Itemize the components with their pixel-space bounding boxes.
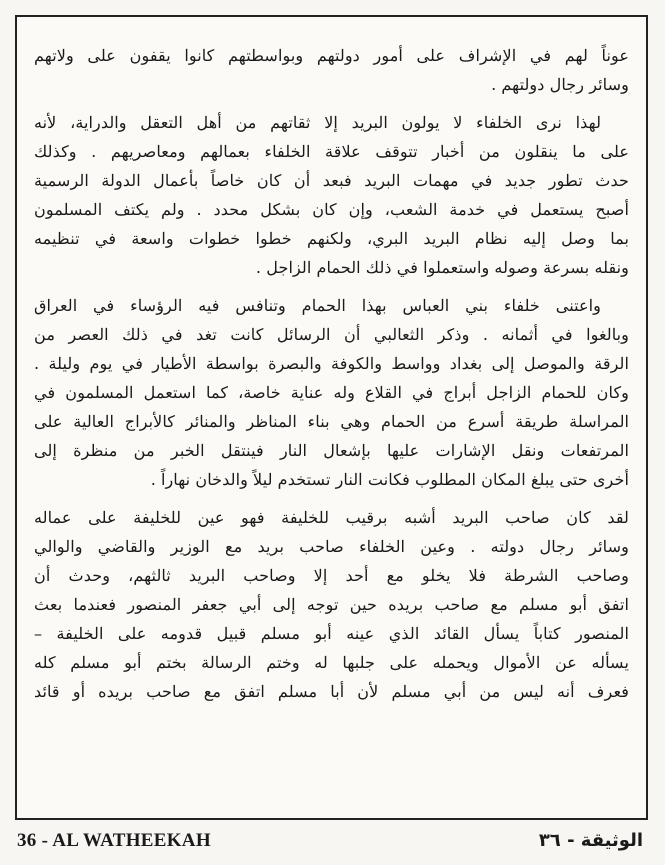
text-line: على ما ينقلون من أخبار تتوقف علاقة الخلفاء بعمالهم ومعاصريهم . وكذلك — [34, 142, 629, 161]
text-line: واعتنى خلفاء بني العباس بهذا الحمام وتنافس فيه الرؤساء في العراق — [34, 296, 601, 315]
text-line: يسأله عن الأموال ويحمله على جلبها له وختم الرسالة بختم أبو مسلم كله — [34, 653, 629, 672]
text-line: حدث تطور جديد في مهمات البريد فبعد أن كان خاصاً بأعمال الدولة الرسمية — [34, 171, 629, 190]
text-line: وسائر رجال دولته . وعين الخلفاء صاحب بريد مع الوزير والقاضي والوالي — [34, 537, 629, 556]
text-line: ونقله بسرعة وصوله واستعملوا في ذلك الحمام الزاجل . — [255, 258, 629, 277]
text-line: وسائر رجال دولتهم . — [491, 75, 629, 94]
text-line: المراسلة طريقة أسرع من الحمام وهي بناء المناظر والمنائر كالأبراج العالية على — [34, 412, 629, 431]
paragraph-1 — [34, 41, 629, 99]
paragraph-3 — [34, 291, 629, 494]
paragraph-4 — [34, 503, 629, 706]
text-line: أخرى حتى يبلغ المكان المطلوب فكانت النار تستخدم ليلاً والدخان نهاراً . — [150, 470, 629, 489]
text-line: المرتفعات ونقل الإشارات عليها بإشعال النار فينتقل الخبر من منظرة إلى — [34, 441, 629, 460]
text-line: اتفق أبو مسلم مع صاحب بريده حين توجه إلى أبي جعفر المنصور فعندما بعث — [34, 595, 629, 614]
text-frame — [15, 15, 648, 820]
text-line: وصاحب الشرطة فلا يخلو مع أحد إلا وصاحب البريد ثالثهم، وحدث أن — [34, 566, 629, 585]
paragraph-2 — [34, 108, 629, 282]
page-footer — [0, 830, 665, 860]
text-line: بما وصل إليه نظام البريد البري، ولكنهم خطوا خطوات واسعة في تنظيمه — [34, 229, 629, 248]
text-line: المنصور كتاباً يسأل القائد الذي عينه أبو مسلم قبيل قدومه على الخليفة – — [34, 624, 629, 643]
text-line: الرقة والموصل إلى بغداد وواسط والكوفة والبصرة بواسطة الأطيار في يوم وليلة . — [34, 354, 629, 373]
text-line: أصبح يستعمل في خدمة الشعب، وإن كان بشكل محدد . ولم يكتف المسلمون — [34, 200, 629, 219]
text-line: وكان للحمام الزاجل أبراج في القلاع وله عناية خاصة، كما استعمل المسلمون في — [34, 383, 629, 402]
text-line: عوناً لهم في الإشراف على أمور دولتهم وبواسطتهم كانوا يقفون على ولاتهم — [34, 46, 629, 65]
footer-page-label-english: 36 - AL WATHEEKAH — [17, 830, 211, 851]
text-line: لقد كان صاحب البريد أشبه برقيب للخليفة فهو عين للخليفة على عماله — [34, 508, 629, 527]
text-line: فعرف أنه ليس من أبي مسلم لأن أبا مسلم اتفق مع صاحب بريده أو قائد — [34, 682, 629, 701]
footer-page-label-arabic: الوثيقة - ٣٦ — [538, 830, 643, 851]
article-body — [34, 41, 629, 706]
text-line: وبالغوا في أثمانه . وذكر الثعالبي أن الرسائل كانت تغد في ذلك العصر من — [34, 325, 629, 344]
text-line: لهذا نرى الخلفاء لا يولون البريد إلا ثقاتهم من أهل التعقل والدراية، لأنه — [34, 113, 601, 132]
